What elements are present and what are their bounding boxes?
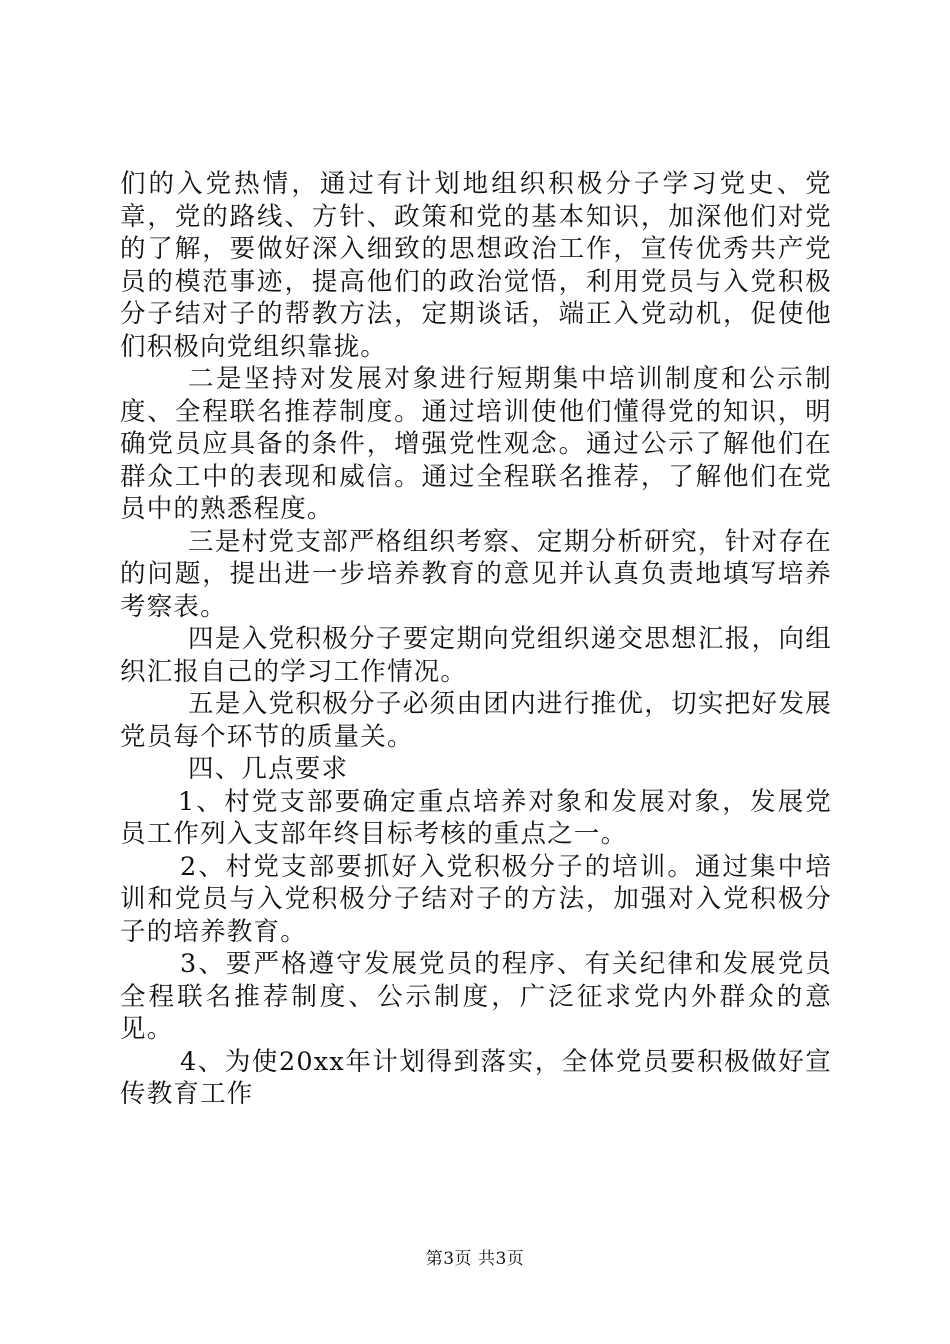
paragraph-continued: 们的入党热情，通过有计划地组织积极分子学习党史、党章，党的路线、方针、政策和党的基本知识，加深他们对党的了解，要做好深入细致的思想政治工作，宣传优秀共产党员的模范事迹，提高他们的政治觉悟，利用党员与入党积极分子结对子的帮教方法，定期谈话，端正入党动机，促使他们积极向党组织靠拢。 bbox=[120, 169, 832, 362]
document-body bbox=[120, 168, 832, 1111]
requirement-item-3: 3、要严格遵守发展党员的程序、有关纪律和发展党员全程联名推荐制度、公示制度，广泛征求党内外群众的意见。 bbox=[120, 949, 832, 1044]
section-heading-requirements: 四、几点要求 bbox=[188, 754, 349, 784]
requirement-item-2: 2、村党支部要抓好入党积极分子的培训。通过集中培训和党员与入党积极分子结对子的方法，加强对入党积极分子的培养教育。 bbox=[120, 851, 832, 947]
requirement-item-4: 4、为使20xx年计划得到落实，全体党员要积极做好宣传教育工作 bbox=[120, 1046, 832, 1109]
page-number-footer: 第3页 共3页 bbox=[425, 1249, 525, 1269]
requirement-item-1: 1、村党支部要确定重点培养对象和发展对象，发展党员工作列入支部年终目标考核的重点之一。 bbox=[120, 786, 832, 849]
paragraph-point-three: 三是村党支部严格组织考察、定期分析研究，针对存在的问题，提出进一步培养教育的意见并认真负责地填写培养考察表。 bbox=[120, 526, 832, 622]
paragraph-point-two: 二是坚持对发展对象进行短期集中培训制度和公示制度、全程联名推荐制度。通过培训使他们懂得党的知识，明确党员应具备的条件，增强党性观念。通过公示了解他们在群众工中的表现和威信。通过全程联名推荐，了解他们在党员中的熟悉程度。 bbox=[120, 364, 832, 524]
paragraph-point-five: 五是入党积极分子必须由团内进行推优，切实把好发展党员每个环节的质量关。 bbox=[120, 689, 832, 752]
paragraph-point-four: 四是入党积极分子要定期向党组织递交思想汇报，向组织汇报自己的学习工作情况。 bbox=[120, 624, 832, 687]
